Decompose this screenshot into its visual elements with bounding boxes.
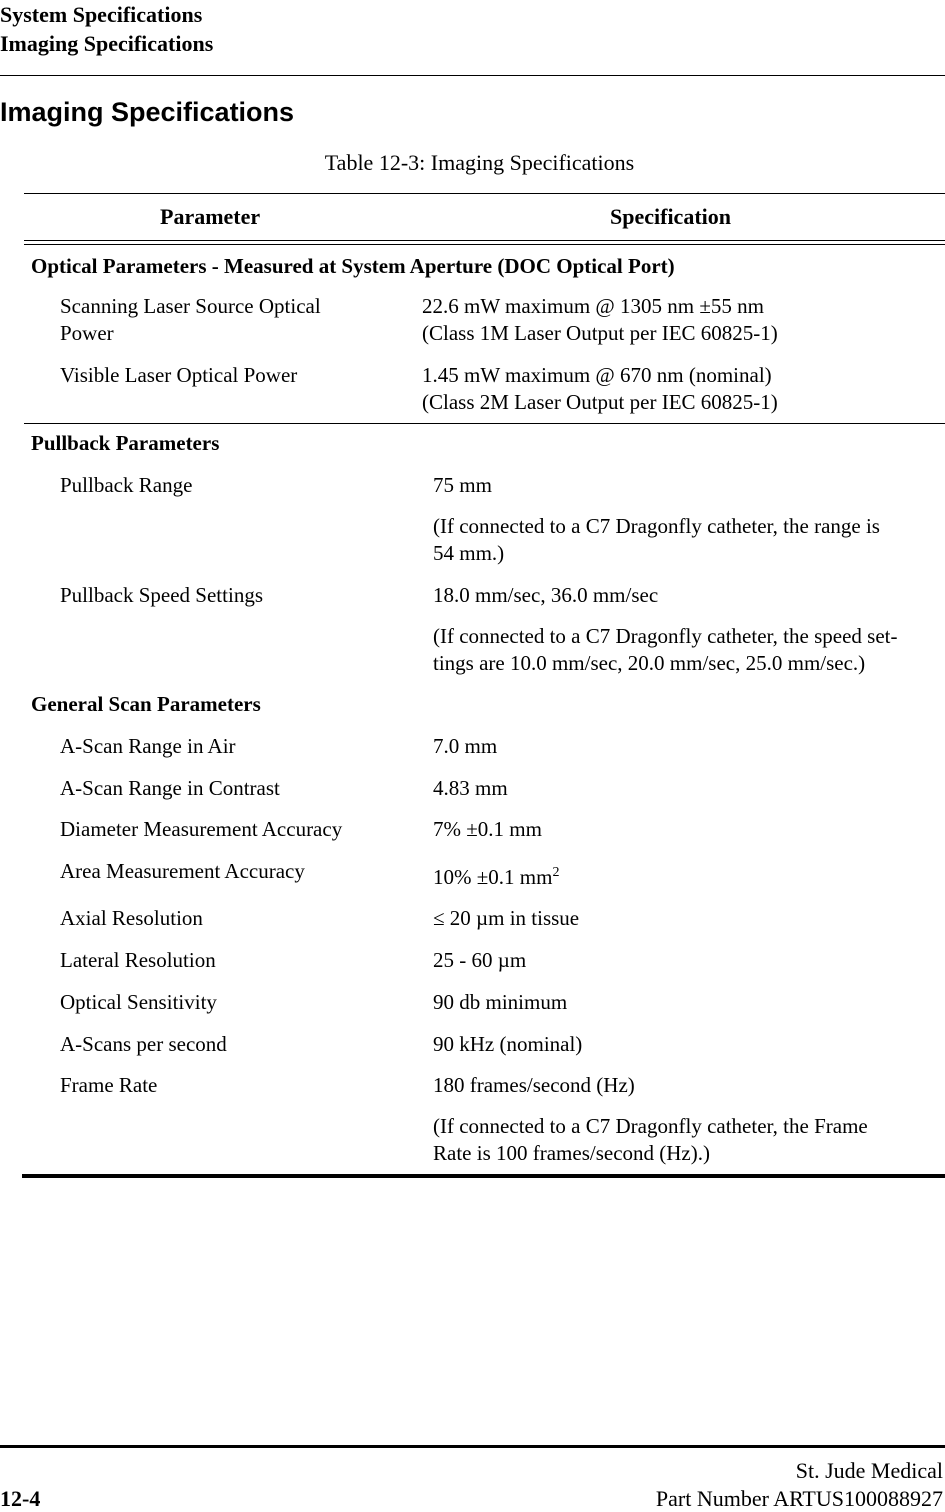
table-row-spec: 18.0 mm/sec, 36.0 mm/sec bbox=[433, 583, 659, 607]
table-row-spec: 25 - 60 µm bbox=[433, 948, 527, 972]
table-row-param: Pullback Range bbox=[60, 473, 193, 497]
table-row-spec: 180 frames/second (Hz) bbox=[433, 1073, 635, 1097]
table-row-spec: 22.6 mW maximum @ 1305 nm ±55 nm bbox=[422, 294, 764, 318]
table-row-param: Optical Sensitivity bbox=[60, 990, 217, 1014]
column-header-parameter: Parameter bbox=[160, 204, 261, 229]
running-header bbox=[0, 0, 213, 58]
table-row-param: Scanning Laser Source Optical bbox=[60, 294, 321, 318]
table-row-spec: (Class 2M Laser Output per IEC 60825-1) bbox=[422, 390, 778, 414]
table-row-note: 54 mm.) bbox=[433, 541, 505, 565]
section-title: Imaging Specifications bbox=[0, 97, 295, 127]
table-row-spec: 7.0 mm bbox=[433, 734, 498, 758]
table-row-param: Diameter Measurement Accuracy bbox=[60, 817, 343, 841]
footer-company: St. Jude Medical bbox=[795, 1458, 943, 1483]
header-divider bbox=[0, 75, 945, 76]
table-row-note: (If connected to a C7 Dragonfly catheter, the range is bbox=[433, 514, 880, 538]
table-row-note: (If connected to a C7 Dragonfly catheter, the Frame bbox=[433, 1114, 868, 1138]
table-row-spec: 75 mm bbox=[433, 473, 492, 497]
spec-value: 10% ±0.1 mm bbox=[433, 865, 553, 889]
table-bottom-rule bbox=[22, 1174, 945, 1178]
table-row-param: Area Measurement Accuracy bbox=[60, 859, 305, 883]
footer-part-number: Part Number ARTUS100088927 bbox=[655, 1486, 943, 1511]
group-title-pullback: Pullback Parameters bbox=[31, 431, 220, 455]
table-row-note: tings are 10.0 mm/sec, 20.0 mm/sec, 25.0 mm/sec.) bbox=[433, 651, 866, 675]
header-chapter: System Specifications bbox=[0, 2, 203, 27]
table-row-param: Visible Laser Optical Power bbox=[60, 363, 298, 387]
header-rule bbox=[24, 240, 945, 241]
table-row-note: (If connected to a C7 Dragonfly catheter, the speed set- bbox=[433, 624, 898, 648]
group-title-general-scan: General Scan Parameters bbox=[31, 692, 261, 716]
group-title-optical: Optical Parameters - Measured at System Aperture (DOC Optical Port) bbox=[31, 254, 675, 278]
table-row-spec: 7% ±0.1 mm bbox=[433, 817, 542, 841]
table-row-spec: 4.83 mm bbox=[433, 776, 508, 800]
superscript: 2 bbox=[552, 865, 560, 880]
table-row-param: Pullback Speed Settings bbox=[60, 583, 263, 607]
group-divider bbox=[24, 423, 945, 424]
header-rule bbox=[24, 244, 945, 245]
footer-divider bbox=[0, 1445, 945, 1448]
table-row-spec: 90 db minimum bbox=[433, 990, 568, 1014]
table-row-param: Axial Resolution bbox=[60, 906, 203, 930]
table-top-rule bbox=[24, 193, 945, 194]
table-row-spec: 1.45 mW maximum @ 670 nm (nominal) bbox=[422, 363, 772, 387]
table-row-param: Frame Rate bbox=[60, 1073, 158, 1097]
table-row-spec: (Class 1M Laser Output per IEC 60825-1) bbox=[422, 321, 778, 345]
table-row-param: A-Scans per second bbox=[60, 1032, 227, 1056]
table-row-spec: ≤ 20 µm in tissue bbox=[433, 906, 580, 930]
header-section: Imaging Specifications bbox=[0, 31, 214, 56]
table-row-param: Power bbox=[60, 321, 114, 345]
table-row-param: Lateral Resolution bbox=[60, 948, 216, 972]
table-row-param: A-Scan Range in Contrast bbox=[60, 776, 280, 800]
table-row-note: Rate is 100 frames/second (Hz).) bbox=[433, 1141, 710, 1165]
page-number: 12-4 bbox=[0, 1486, 41, 1511]
table-row-spec: 90 kHz (nominal) bbox=[433, 1032, 583, 1056]
table-row-spec bbox=[433, 863, 559, 891]
table-row-param: A-Scan Range in Air bbox=[60, 734, 236, 758]
column-header-specification: Specification bbox=[610, 204, 731, 229]
table-caption: Table 12-3: Imaging Specifications bbox=[324, 150, 635, 175]
